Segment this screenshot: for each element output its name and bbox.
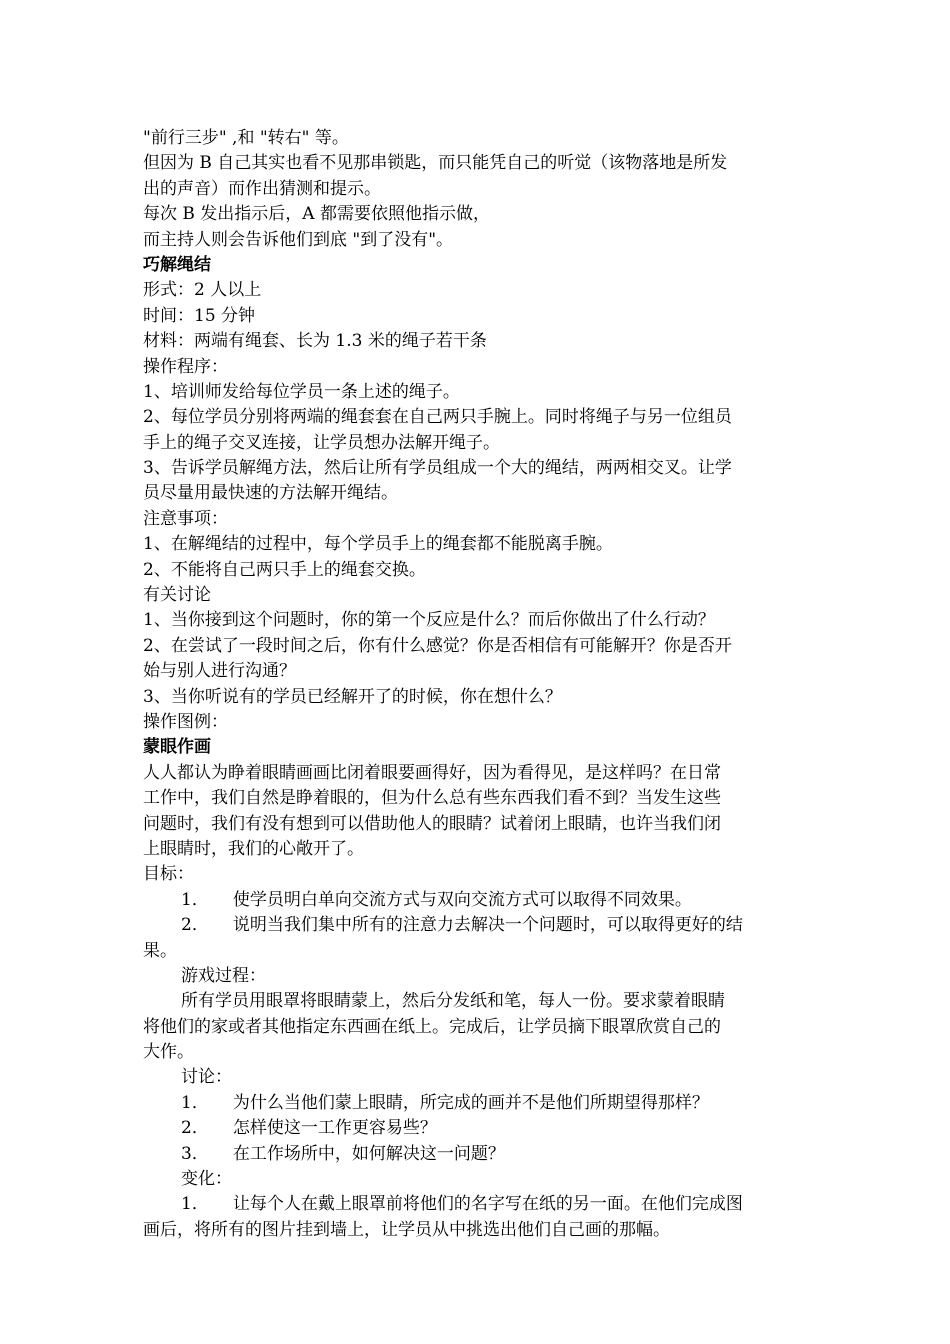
item-number: 1． [181,1092,209,1113]
numbered-item [143,913,813,938]
item-number: 1． [181,1194,209,1215]
text-line: 而主持人则会告诉他们到底 "到了没有"。 [143,229,454,250]
text-line: 问题时，我们有没有想到可以借助他人的眼睛？试着闭上眼睛，也许当我们闭 [143,813,721,834]
item-text: 使学员明白单向交流方式与双向交流方式可以取得不同效果。 [232,889,692,910]
item-number: 2． [181,915,209,936]
text-line: 2、在尝试了一段时间之后，你有什么感觉？你是否相信有可能解开？你是否开 [143,635,732,656]
item-text: 为什么当他们蒙上眼睛，所完成的画并不是他们所期望得那样？ [232,1092,709,1113]
item-number: 2． [181,1118,209,1139]
section-heading: 蒙眼作画 [143,737,211,758]
text-line: "前行三步" ,和 "转右" 等。 [143,128,349,148]
numbered-item [143,1116,813,1141]
text-line: 上眼睛时，我们的心敞开了。 [143,838,364,859]
text-line: 工作中，我们自然是睁着眼的，但为什么总有些东西我们看不到？当发生这些 [143,788,721,809]
text-line: 2、每位学员分别将两端的绳套套在自己两只手腕上。同时将绳子与另一位组员 [143,407,732,428]
text-line: 每次 B 发出指示后，A 都需要依照他指示做， [143,204,490,225]
item-text: 让每个人在戴上眼罩前将他们的名字写在纸的另一面。在他们完成图 [232,1194,743,1215]
text-line: 果。 [143,940,177,961]
text-line: 游戏过程： [181,965,266,986]
text-line: 时间：15 分钟 [143,305,256,326]
numbered-item [143,888,813,913]
numbered-item [143,1142,813,1167]
text-line: 2、不能将自己两只手上的绳套交换。 [143,559,426,580]
text-line: 出的声音）而作出猜测和提示。 [143,178,381,199]
item-text: 说明当我们集中所有的注意力去解决一个问题时，可以取得更好的结 [232,915,743,936]
text-line: 员尽量用最快速的方法解开绳结。 [143,483,398,504]
text-line: 但因为 B 自己其实也看不见那串锁匙，而只能凭自己的听觉（该物落地是所发 [143,153,728,174]
text-line: 3、当你听说有的学员已经解开了的时候，你在想什么？ [143,686,562,707]
text-line: 画后，将所有的图片挂到墙上，让学员从中挑选出他们自己画的那幅。 [143,1219,670,1240]
item-number: 3． [181,1143,209,1164]
text-line: 始与别人进行沟通？ [143,661,296,682]
text-line: 人人都认为睁着眼睛画画比闭着眼要画得好，因为看得见，是这样吗？在日常 [143,762,721,783]
text-line: 操作图例： [143,711,228,732]
text-line: 1、培训师发给每位学员一条上述的绳子。 [143,381,460,402]
text-line: 1、当你接到这个问题时，你的第一个反应是什么？而后你做出了什么行动？ [143,610,715,631]
numbered-item [143,1192,813,1217]
document-page [143,126,813,1243]
item-number: 1． [181,889,209,910]
text-line: 操作程序： [143,356,228,377]
item-text: 在工作场所中，如何解决这一问题？ [232,1143,505,1164]
text-line: 所有学员用眼罩将眼睛蒙上，然后分发纸和笔，每人一份。要求蒙着眼睛 [181,991,725,1012]
text-line: 将他们的家或者其他指定东西画在纸上。完成后，让学员摘下眼罩欣赏自己的 [143,1016,721,1037]
text-line: 1、在解绳结的过程中，每个学员手上的绳套都不能脱离手腕。 [143,534,613,555]
numbered-item [143,1091,813,1116]
text-line: 大作。 [143,1042,194,1063]
text-line: 3、告诉学员解绳方法，然后让所有学员组成一个大的绳结，两两相交叉。让学 [143,458,732,479]
text-line: 注意事项： [143,508,228,529]
text-line: 目标： [143,864,194,885]
text-line: 变化： [181,1169,232,1190]
text-line: 形式：2 人以上 [143,280,262,301]
item-text: 怎样使这一工作更容易些？ [232,1118,437,1139]
text-line: 讨论： [181,1067,232,1088]
text-line: 有关讨论 [143,585,211,606]
section-heading: 巧解绳结 [143,254,211,275]
text-line: 材料：两端有绳套、长为 1.3 米的绳子若干条 [143,331,487,352]
text-line: 手上的绳子交叉连接，让学员想办法解开绳子。 [143,432,500,453]
